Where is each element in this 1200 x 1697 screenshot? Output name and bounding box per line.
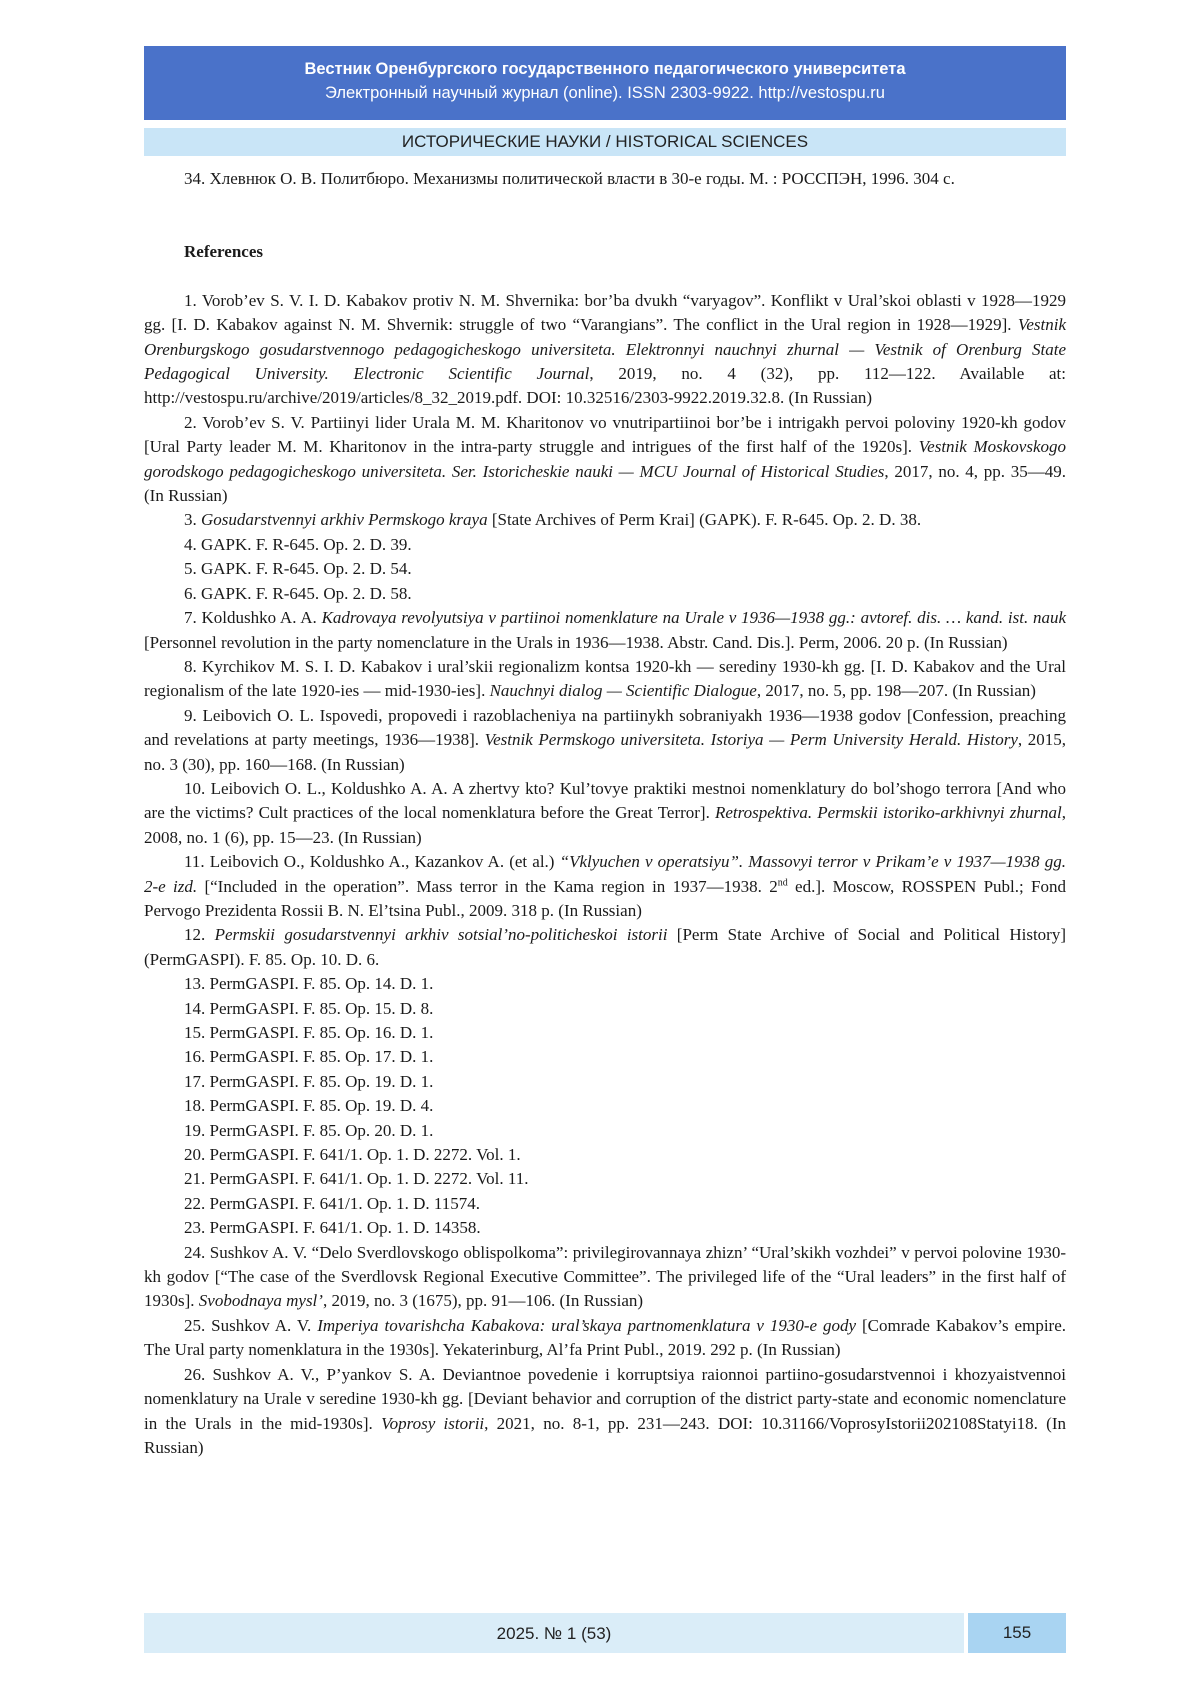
reference-item bbox=[144, 582, 1066, 606]
reference-segment: 26. Sushkov A. V., P’yankov S. A. Deviantnoe povedenie i korruptsiya raionnoi partiino-gosudarstvennoi i khozyaistvennoi nomenklatury na Urale v seredine 1930-kh gg. [Deviant behavior and corruption of the district party-state and economic nomenclature in the Urals in the mid-1930s]. bbox=[144, 1364, 1066, 1433]
reference-segment: 22. PermGASPI. F. 641/1. Op. 1. D. 11574. bbox=[184, 1193, 480, 1213]
reference-segment: [Personnel revolution in the party nomenclature in the Urals in 1936—1938. Abstr. Cand. Dis.]. Perm, 2006. 20 p. (In Russian) bbox=[144, 632, 1008, 652]
journal-header bbox=[144, 46, 1066, 120]
reference-segment: 12. bbox=[184, 925, 215, 945]
reference-item bbox=[144, 923, 1066, 972]
reference-item bbox=[144, 972, 1066, 996]
reference-segment: Vestnik Orenburgskogo gosudarstvennogo pedagogicheskogo universiteta. Elektronnyi nauchnyi zhurnal — Vestnik of Orenburg State Pedagogical University. Electronic Scientific Journal bbox=[144, 315, 1066, 384]
reference-segment: , 2021, no. 8-1, pp. 231—243. DOI: 10.31166/VoprosyIstorii202108Statyi18. (In Russian) bbox=[144, 1413, 1066, 1457]
reference-segment: , 2019, no. 3 (1675), pp. 91—106. (In Russian) bbox=[322, 1291, 644, 1311]
reference-segment: 24. Sushkov A. V. “Delo Sverdlovskogo oblispolkoma”: privilegirovannaya zhizn’ “Ural’skikh vozhdei” v pervoi polovine 1930-kh godov [“The case of the Sverdlovsk Regional Executive Committee”. The privileged life of the “Ural leaders” in the first half of 1930s]. bbox=[144, 1242, 1066, 1311]
reference-item bbox=[144, 777, 1066, 850]
reference-segment: [State Archives of Perm Krai] (GAPK). F. R-645. Op. 2. D. 38. bbox=[487, 510, 922, 530]
reference-segment: Kadrovaya revolyutsiya v partiinoi nomenklature na Urale v 1936—1938 gg.: avtoref. dis. … kand. ist. nauk bbox=[321, 608, 1066, 628]
reference-item bbox=[144, 533, 1066, 557]
reference-segment: [Perm State Archive of Social and Political History] (PermGASPI). F. 85. Op. 10. D. 6. bbox=[144, 925, 1067, 969]
reference-segment: , 2017, no. 4, pp. 35—49. (In Russian) bbox=[144, 461, 1067, 506]
reference-segment: Svobodnaya mysl’ bbox=[198, 1291, 323, 1311]
reference-segment: [“Included in the operation”. Mass terror in the Kama region in 1937—1938. 2 bbox=[197, 876, 778, 896]
reference-segment: 20. PermGASPI. F. 641/1. Op. 1. D. 2272. Vol. 1. bbox=[184, 1145, 521, 1165]
page-number: 155 bbox=[968, 1613, 1066, 1653]
reference-segment: 10. Leibovich O. L., Koldushko A. A. A zhertvy kto? Kul’tovye praktiki mestnoi nomenklatury do bol’shogo terrora [And who are the victims? Cult practices of the local nomenklatura before the Great Terror]. bbox=[144, 778, 1066, 823]
article-body bbox=[144, 167, 1066, 1460]
reference-item bbox=[144, 997, 1066, 1021]
reference-segment: Nauchnyi dialog — Scientific Dialogue bbox=[489, 681, 757, 701]
reference-item bbox=[144, 850, 1066, 923]
prior-reference: 34. Хлевнюк О. В. Политбюро. Механизмы политической власти в 30-е годы. М. : РОССПЭН, 1996. 304 с. bbox=[184, 169, 955, 188]
reference-segment: 23. PermGASPI. F. 641/1. Op. 1. D. 14358. bbox=[184, 1218, 481, 1238]
reference-segment: 13. PermGASPI. F. 85. Op. 14. D. 1. bbox=[184, 974, 434, 994]
reference-segment: 25. Sushkov A. V. bbox=[184, 1315, 318, 1335]
journal-subtitle: Электронный научный журнал (online). ISSN 2303-9922. http://vestospu.ru bbox=[325, 84, 885, 102]
reference-segment: 18. PermGASPI. F. 85. Op. 19. D. 4. bbox=[184, 1096, 434, 1116]
reference-segment: ed.]. Moscow, ROSSPEN Publ.; Fond Pervogo Prezidenta Rossii B. N. El’tsina Publ., 2009. 318 p. (In Russian) bbox=[144, 876, 1067, 920]
reference-segment: 21. PermGASPI. F. 641/1. Op. 1. D. 2272. Vol. 11. bbox=[184, 1169, 529, 1189]
reference-segment: 2. Vorob’ev S. V. Partiinyi lider Urala M. M. Kharitonov vo vnutripartiinoi bor’be i intrigakh pervoi poloviny 1920-kh godov [Ural Party leader M. M. Kharitonov in the intra-party struggle and intrigues of the first half of the 1920s]. bbox=[144, 412, 1066, 457]
issue-footer: 2025. № 1 (53) bbox=[144, 1613, 964, 1653]
reference-segment: “Vklyuchen v operatsiyu”. Massovyi terror v Prikam’e v 1937—1938 gg. 2-e izd. bbox=[144, 852, 1066, 896]
reference-item bbox=[144, 655, 1066, 704]
reference-segment: , 2019, no. 4 (32), pp. 112—122. Available at: http://vestospu.ru/archive/2019/articles/8_32_2019.pdf. DOI: 10.32516/2303-9922.2019.32.8. (In Russian) bbox=[144, 364, 1066, 408]
reference-segment: Voprosy istorii bbox=[381, 1413, 485, 1433]
reference-segment: 15. PermGASPI. F. 85. Op. 16. D. 1. bbox=[184, 1023, 434, 1042]
section-title: ИСТОРИЧЕСКИЕ НАУКИ / HISTORICAL SCIENCES bbox=[144, 128, 1066, 156]
reference-segment: Gosudarstvennyi arkhiv Permskogo kraya bbox=[201, 510, 488, 530]
reference-item bbox=[144, 1143, 1066, 1167]
reference-segment: 8. Kyrchikov M. S. I. D. Kabakov i ural’skii regionalizm kontsa 1920-kh — serediny 1930-kh gg. [I. D. Kabakov and the Ural regionalism of the late 1920-ies — mid-1930-ies]. bbox=[144, 656, 1066, 701]
reference-segment: Retrospektiva. Permskii istoriko-arkhivnyi zhurnal bbox=[715, 803, 1062, 823]
reference-segment: 1. Vorob’ev S. V. I. D. Kabakov protiv N. M. Shvernika: bor’ba dvukh “varyagov”. Konflikt v Ural’skoi oblasti v 1928—1929 gg. [I. D. Kabakov against N. M. Shvernik: struggle of two “Varangians”. The conflict in the Ural region in 1928—1929]. bbox=[144, 290, 1066, 335]
reference-item bbox=[144, 704, 1066, 777]
reference-item bbox=[144, 508, 1066, 532]
reference-item bbox=[144, 1363, 1066, 1461]
reference-segment: 4. GAPK. F. R-645. Op. 2. D. 39. bbox=[184, 534, 412, 554]
reference-segment: 14. PermGASPI. F. 85. Op. 15. D. 8. bbox=[184, 998, 434, 1018]
journal-title: Вестник Оренбургского государственного педагогического университета bbox=[304, 60, 906, 78]
reference-item bbox=[144, 1070, 1066, 1094]
reference-item bbox=[144, 1216, 1066, 1240]
reference-item bbox=[144, 1167, 1066, 1191]
reference-item bbox=[144, 1045, 1066, 1069]
reference-segment: 7. Koldushko A. A. bbox=[184, 608, 322, 628]
reference-segment: , 2015, no. 3 (30), pp. 160—168. (In Russian) bbox=[144, 730, 1066, 774]
reference-segment: , 2017, no. 5, pp. 198—207. (In Russian) bbox=[756, 681, 1036, 701]
reference-item bbox=[144, 1094, 1066, 1118]
references-heading: References bbox=[184, 242, 263, 262]
reference-item bbox=[144, 289, 1066, 411]
reference-item bbox=[144, 1192, 1066, 1216]
reference-segment: , 2008, no. 1 (6), pp. 15—23. (In Russian) bbox=[144, 803, 1066, 847]
reference-segment: Vestnik Permskogo universiteta. Istoriya — Perm University Herald. History bbox=[484, 730, 1018, 750]
reference-segment: Vestnik Moskovskogo gorodskogo pedagogicheskogo universiteta. Ser. Istoricheskie nauki — MCU Journal of Historical Studies bbox=[144, 437, 1066, 481]
reference-segment: 11. Leibovich O., Koldushko A., Kazankov A. (et al.) bbox=[184, 852, 560, 872]
reference-item bbox=[144, 1241, 1066, 1314]
reference-segment: 3. bbox=[184, 510, 201, 530]
reference-segment: 6. GAPK. F. R-645. Op. 2. D. 58. bbox=[184, 583, 412, 603]
reference-segment: 19. PermGASPI. F. 85. Op. 20. D. 1. bbox=[184, 1120, 434, 1140]
reference-item bbox=[144, 606, 1066, 655]
reference-item bbox=[144, 1119, 1066, 1143]
reference-segment: Permskii gosudarstvennyi arkhiv sotsial’no-politicheskoi istorii bbox=[214, 925, 668, 945]
references-list bbox=[144, 289, 1066, 1461]
reference-segment: 17. PermGASPI. F. 85. Op. 19. D. 1. bbox=[184, 1071, 434, 1091]
reference-item bbox=[144, 557, 1066, 581]
reference-item bbox=[144, 1314, 1066, 1363]
reference-segment: nd bbox=[777, 876, 788, 888]
reference-segment: [Comrade Kabakov’s empire. The Ural party nomenklatura in the 1930s]. Yekaterinburg, Al’fa Print Publ., 2019. 292 p. (In Russian) bbox=[144, 1315, 1067, 1360]
reference-segment: 9. Leibovich O. L. Ispovedi, propovedi i razoblacheniya na partiinykh sobraniyakh 1936—1938 godov [Confession, preaching and revelations at party meetings, 1936—1938]. bbox=[144, 705, 1066, 750]
reference-item bbox=[144, 1021, 1066, 1045]
reference-segment: 16. PermGASPI. F. 85. Op. 17. D. 1. bbox=[184, 1047, 434, 1067]
reference-segment: 5. GAPK. F. R-645. Op. 2. D. 54. bbox=[184, 559, 412, 579]
reference-segment: Imperiya tovarishcha Kabakova: ural’skaya partnomenklatura v 1930-e gody bbox=[317, 1315, 857, 1335]
reference-item bbox=[144, 411, 1066, 509]
